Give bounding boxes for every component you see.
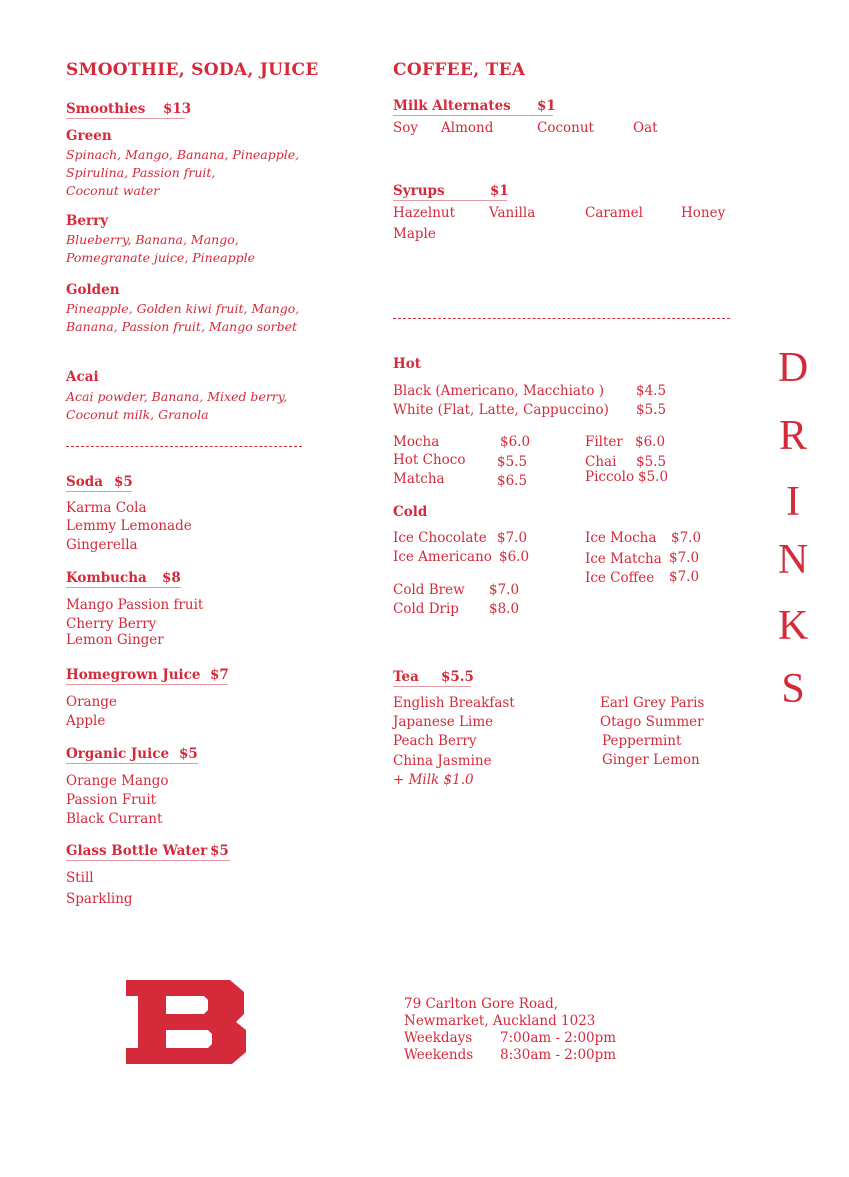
list-item: Earl Grey Paris [600, 695, 705, 711]
menu-item-price: $7.0 [489, 582, 520, 598]
menu-item-price: $7.0 [497, 530, 528, 546]
drinks-letter: I [786, 479, 800, 525]
soda-price: $5 [114, 474, 133, 490]
ingredient-line: Blueberry, Banana, Mango, [66, 232, 239, 247]
list-item: Gingerella [66, 537, 138, 553]
ingredient-line: Spirulina, Passion fruit, [66, 165, 216, 180]
ingredient-line: Pineapple, Golden kiwi fruit, Mango, [66, 301, 300, 316]
soda-label: Soda [66, 474, 103, 490]
drinks-letter: K [777, 603, 809, 649]
list-item: Oat [633, 120, 658, 136]
hours-label: Weekdays [404, 1030, 473, 1046]
menu-item-price: $4.5 [636, 383, 667, 399]
menu-item-price: $8.0 [489, 601, 520, 617]
list-item: Maple [393, 226, 436, 242]
menu-item-name: Chai [585, 454, 617, 470]
address-line: Newmarket, Auckland 1023 [404, 1013, 596, 1029]
smoothie-ingredients [66, 146, 299, 200]
list-item: Vanilla [489, 205, 536, 221]
list-item: Cherry Berry [66, 616, 157, 632]
menu-item-name: Ice Chocolate [393, 530, 487, 546]
list-item: Soy [393, 120, 419, 136]
list-item: English Breakfast [393, 695, 515, 711]
smoothie-name: Golden [66, 282, 120, 298]
list-item: Apple [66, 713, 106, 729]
menu-item-name: Ice Americano [393, 549, 492, 565]
menu-item-name: Hot Choco [393, 452, 466, 468]
water-price: $5 [210, 843, 229, 859]
tea-price: $5.5 [441, 669, 474, 685]
list-item: Lemon Ginger [66, 632, 164, 648]
kombucha-label: Kombucha [66, 570, 147, 586]
organic-juice-section-title [66, 746, 198, 764]
address-line: 79 Carlton Gore Road, [404, 996, 559, 1012]
homegrown-juice-section-title [66, 667, 228, 685]
menu-item-name: Filter [585, 434, 623, 450]
list-item: Passion Fruit [66, 792, 157, 808]
menu-item-price: $7.0 [671, 530, 702, 546]
menu-item-name: Ice Mocha [585, 530, 657, 546]
menu-item-price: $6.0 [635, 434, 666, 450]
smoothies-section-title [66, 101, 192, 119]
list-item: Coconut [537, 120, 594, 136]
menu-item-name: Cold Brew [393, 582, 465, 598]
syrups-label: Syrups [393, 183, 445, 199]
menu-item-name: Cold Drip [393, 601, 459, 617]
menu-item-name: Black (Americano, Macchiato ) [393, 383, 605, 399]
drinks-letter: S [781, 666, 805, 712]
smoothie-name: Berry [66, 213, 109, 229]
smoothie-ingredients [66, 388, 287, 424]
ingredient-line: Coconut milk, Granola [66, 407, 209, 422]
hours-value: 8:30am - 2:00pm [500, 1047, 617, 1063]
tea-milk-note: + Milk $1.0 [393, 772, 474, 788]
ingredient-line: Banana, Passion fruit, Mango sorbet [66, 319, 298, 334]
section-divider [393, 318, 730, 319]
soda-section-title [66, 474, 132, 492]
list-item: Ginger Lemon [602, 752, 700, 768]
brand-logo [126, 980, 246, 1064]
list-item: Black Currant [66, 811, 163, 827]
list-item: Peppermint [602, 733, 682, 749]
syrups-title [393, 183, 507, 201]
homegrown-juice-price: $7 [210, 667, 229, 683]
menu-item-name: Piccolo [585, 469, 635, 485]
list-item: Otago Summer [600, 714, 704, 730]
list-item: Orange [66, 694, 117, 710]
milk-alternates-label: Milk Alternates [393, 98, 511, 114]
tea-label: Tea [393, 669, 419, 685]
syrups-price: $1 [490, 183, 509, 199]
menu-item-price: $6.0 [500, 434, 531, 450]
smoothies-price: $13 [163, 101, 192, 117]
left-heading: SMOOTHIE, SODA, JUICE [66, 60, 319, 80]
milk-alternates-price: $1 [537, 98, 556, 114]
list-item: China Jasmine [393, 753, 492, 769]
list-item: Sparkling [66, 891, 133, 907]
milk-alternates-title [393, 98, 556, 116]
water-label: Glass Bottle Water [66, 843, 208, 859]
menu-item-price: $7.0 [669, 569, 700, 585]
cold-section-title: Cold [393, 504, 428, 520]
list-item: Karma Cola [66, 500, 147, 516]
menu-item-price: $7.0 [669, 550, 700, 566]
homegrown-juice-label: Homegrown Juice [66, 667, 201, 683]
menu-item-name: Matcha [393, 471, 445, 487]
ingredient-line: Coconut water [66, 183, 160, 198]
menu-item-name: Mocha [393, 434, 440, 450]
drinks-letter: R [778, 413, 807, 459]
kombucha-section-title [66, 570, 181, 588]
ingredient-line: Spinach, Mango, Banana, Pineapple, [66, 147, 300, 162]
list-item: Lemmy Lemonade [66, 518, 192, 534]
tea-section-title [393, 669, 474, 687]
menu-item-price: $5.0 [638, 469, 669, 485]
menu-item-price: $5.5 [636, 454, 667, 470]
kombucha-price: $8 [162, 570, 181, 586]
hours-label: Weekends [404, 1047, 474, 1063]
menu-item-price: $5.5 [497, 454, 528, 470]
menu-item-name: Ice Matcha [585, 551, 662, 567]
smoothie-ingredients [66, 300, 299, 336]
list-item: Caramel [585, 205, 643, 221]
hot-section-title: Hot [393, 356, 421, 372]
organic-juice-price: $5 [179, 746, 198, 762]
smoothie-name: Acai [66, 369, 99, 385]
list-item: Japanese Lime [393, 714, 494, 730]
water-section-title [66, 843, 230, 861]
drinks-letter: D [777, 345, 809, 391]
menu-item-name: White (Flat, Latte, Cappuccino) [393, 402, 609, 418]
smoothie-name: Green [66, 128, 112, 144]
list-item: Mango Passion fruit [66, 597, 204, 613]
list-item: Orange Mango [66, 773, 169, 789]
organic-juice-label: Organic Juice [66, 746, 170, 762]
menu-item-price: $5.5 [636, 402, 667, 418]
list-item: Peach Berry [393, 733, 477, 749]
smoothies-label: Smoothies [66, 101, 146, 117]
list-item: Still [66, 870, 94, 886]
smoothie-ingredients [66, 231, 255, 267]
menu-item-price: $6.0 [499, 549, 530, 565]
list-item: Almond [441, 120, 494, 136]
ingredient-line: Acai powder, Banana, Mixed berry, [66, 389, 288, 404]
list-item: Hazelnut [393, 205, 456, 221]
ingredient-line: Pomegranate juice, Pineapple [66, 250, 255, 265]
drinks-letter: N [777, 537, 809, 583]
menu-item-name: Ice Coffee [585, 570, 655, 586]
right-heading: COFFEE, TEA [393, 60, 526, 80]
section-divider [66, 446, 302, 447]
list-item: Honey [681, 205, 726, 221]
menu-item-price: $6.5 [497, 473, 528, 489]
hours-value: 7:00am - 2:00pm [500, 1030, 617, 1046]
